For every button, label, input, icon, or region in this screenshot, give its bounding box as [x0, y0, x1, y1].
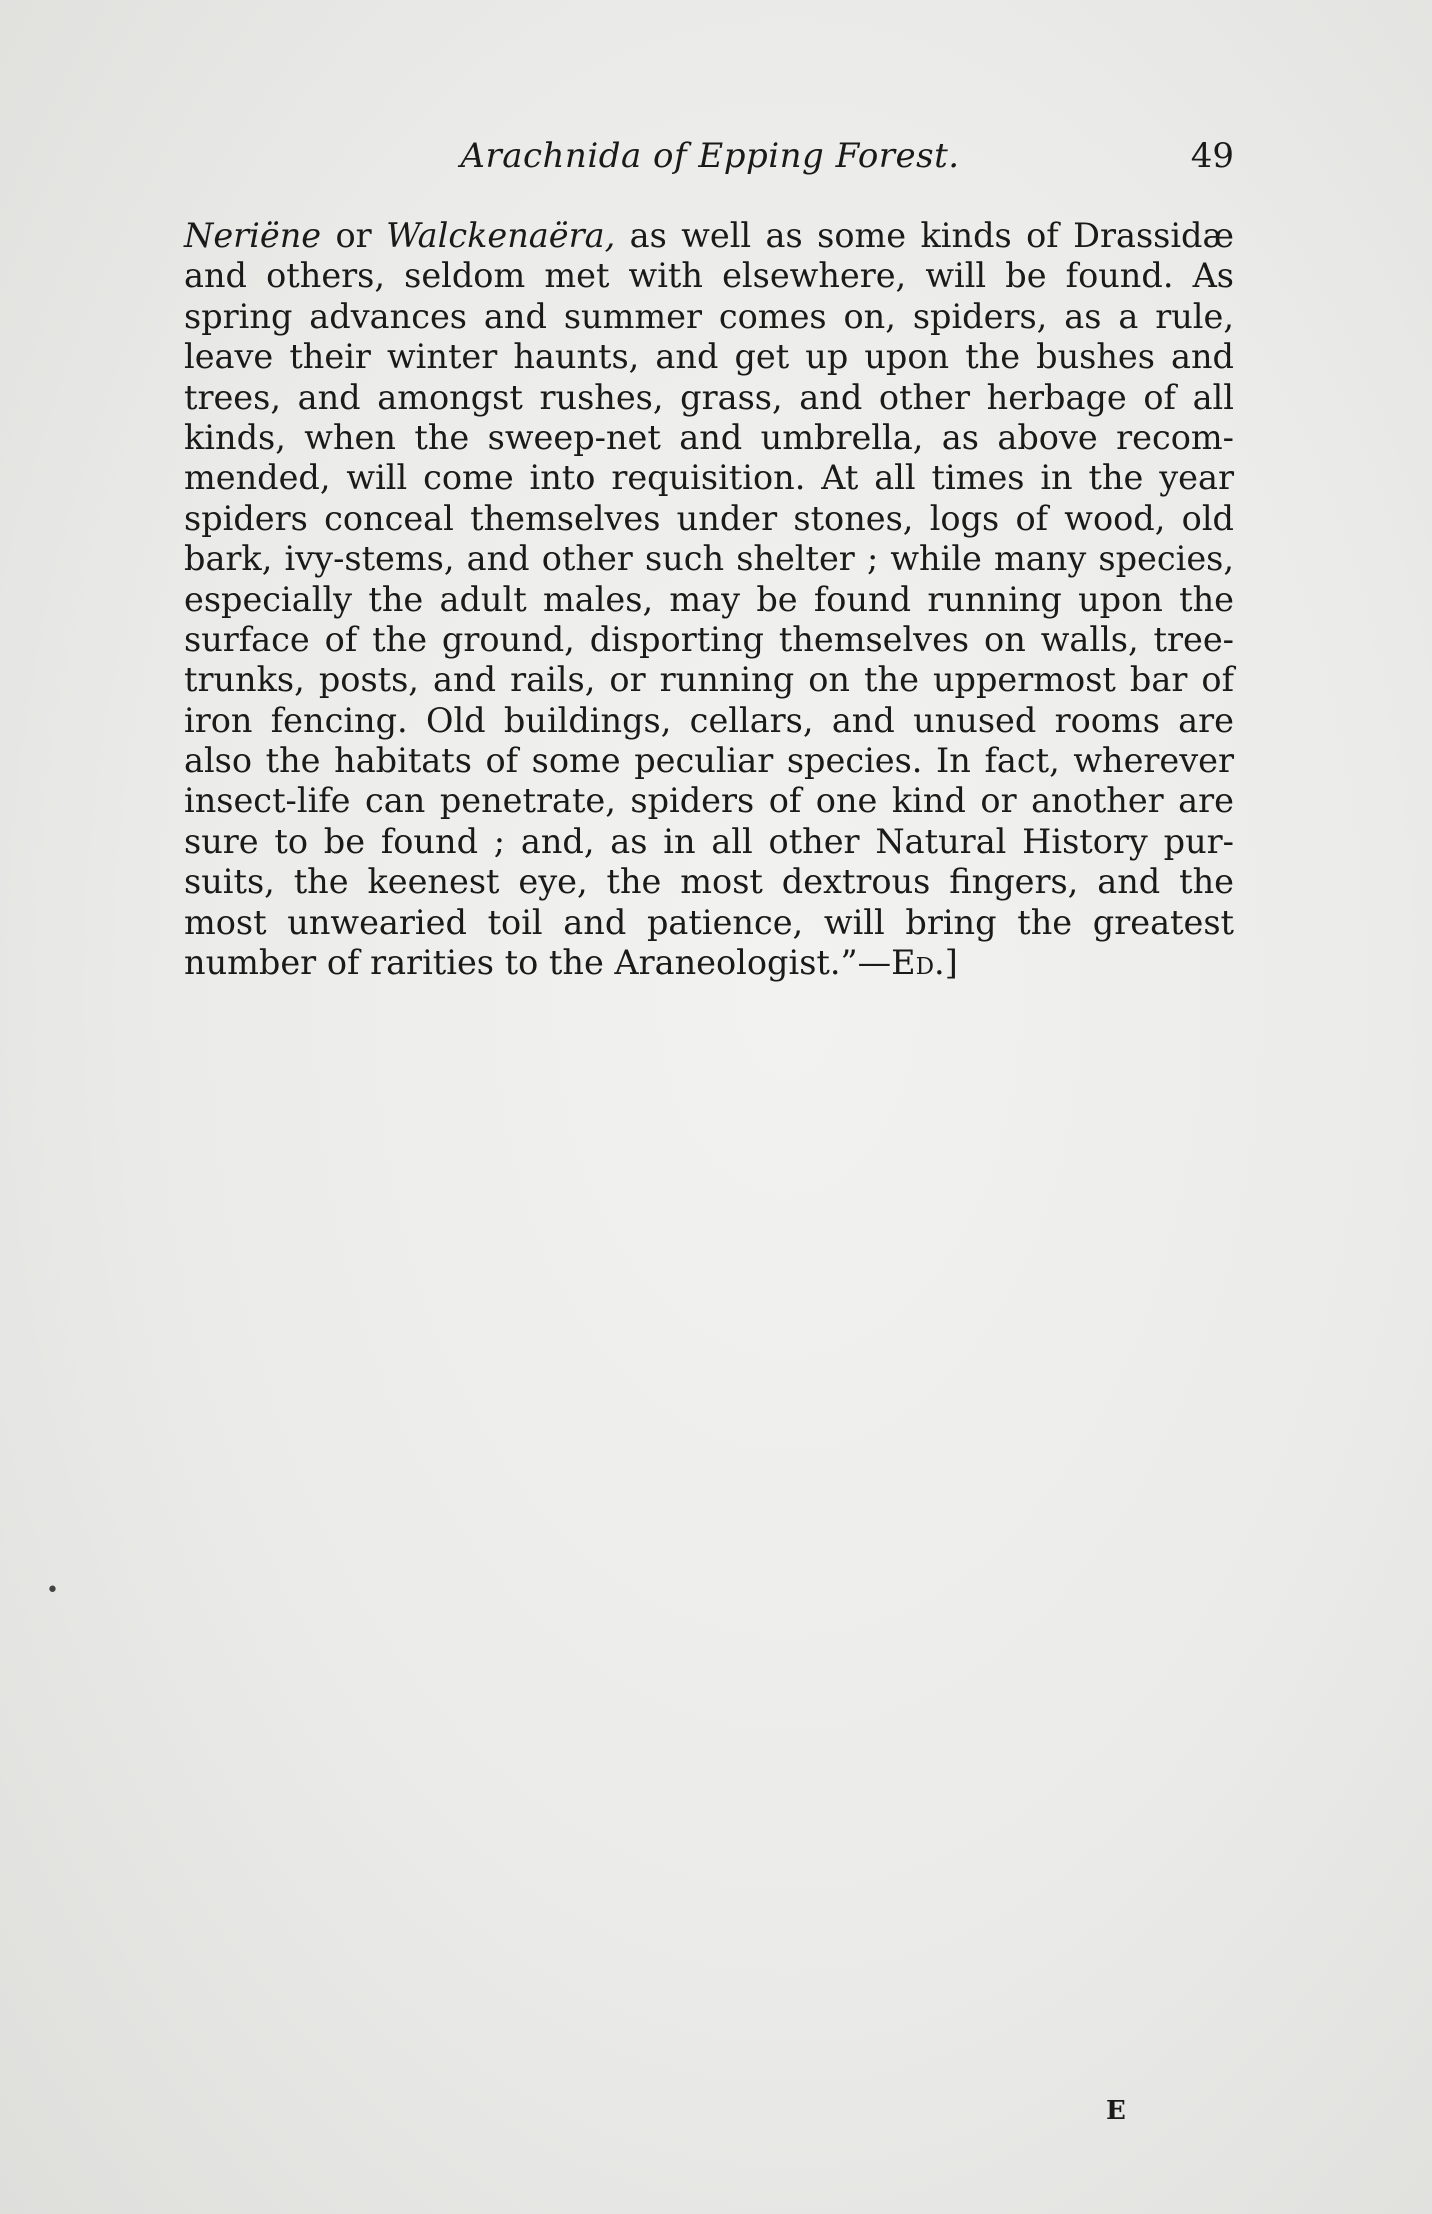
running-title: Arachnida of Epping Forest. — [460, 136, 960, 176]
body-paragraph — [184, 216, 1234, 983]
genus-name: Walckenaëra, — [386, 216, 616, 255]
text-line: sure to be found ; and, as in all other Natural History pur- — [184, 821, 1234, 861]
text-line: bark, ivy-stems, and other such shelter ; while many species, — [184, 539, 1234, 579]
text-line: most unwearied toil and patience, will bring the greatest — [184, 902, 1234, 942]
text-line: kinds, when the sweep-net and umbrella, as above recom- — [184, 417, 1234, 457]
text-line: iron fencing. Old buildings, cellars, and unused rooms are — [184, 700, 1234, 740]
text-line: surface of the ground, disporting themselves on walls, tree- — [184, 619, 1234, 659]
text-line: spring advances and summer comes on, spiders, as a rule, — [184, 296, 1234, 336]
genus-name: Neriëne — [184, 216, 322, 255]
text-line: insect-life can penetrate, spiders of one kind or another are — [184, 781, 1234, 821]
text-line: especially the adult males, may be found running upon the — [184, 579, 1234, 619]
page-header — [186, 136, 1234, 184]
text-line: Neriëne or Walckenaëra, as well as some kinds of Drassidæ — [184, 216, 1234, 255]
show-through-text — [186, 980, 1236, 1020]
text-line: spiders conceal themselves under stones, logs of wood, old — [184, 498, 1234, 538]
text-line: trunks, posts, and rails, or running on the uppermost bar of — [184, 660, 1234, 700]
text-line: mended, will come into requisition. At all times in the year — [184, 458, 1234, 498]
signature-mark: E — [1106, 2096, 1126, 2126]
page-number: 49 — [1190, 136, 1234, 176]
text-line: leave their winter haunts, and get up upon the bushes and — [184, 337, 1234, 377]
text-line: and others, seldom met with elsewhere, will be found. As — [184, 256, 1234, 296]
text-line: also the habitats of some peculiar species. In fact, wherever — [184, 741, 1234, 781]
text-line-last: number of rarities to the Araneologist.”—Ed.] — [184, 943, 958, 983]
text-line: suits, the keenest eye, the most dextrous fingers, and the — [184, 862, 1234, 902]
margin-speck: • — [46, 1578, 59, 1603]
editor-mark: Ed. — [891, 943, 945, 983]
text-line: trees, and amongst rushes, grass, and other herbage of all — [184, 377, 1234, 417]
